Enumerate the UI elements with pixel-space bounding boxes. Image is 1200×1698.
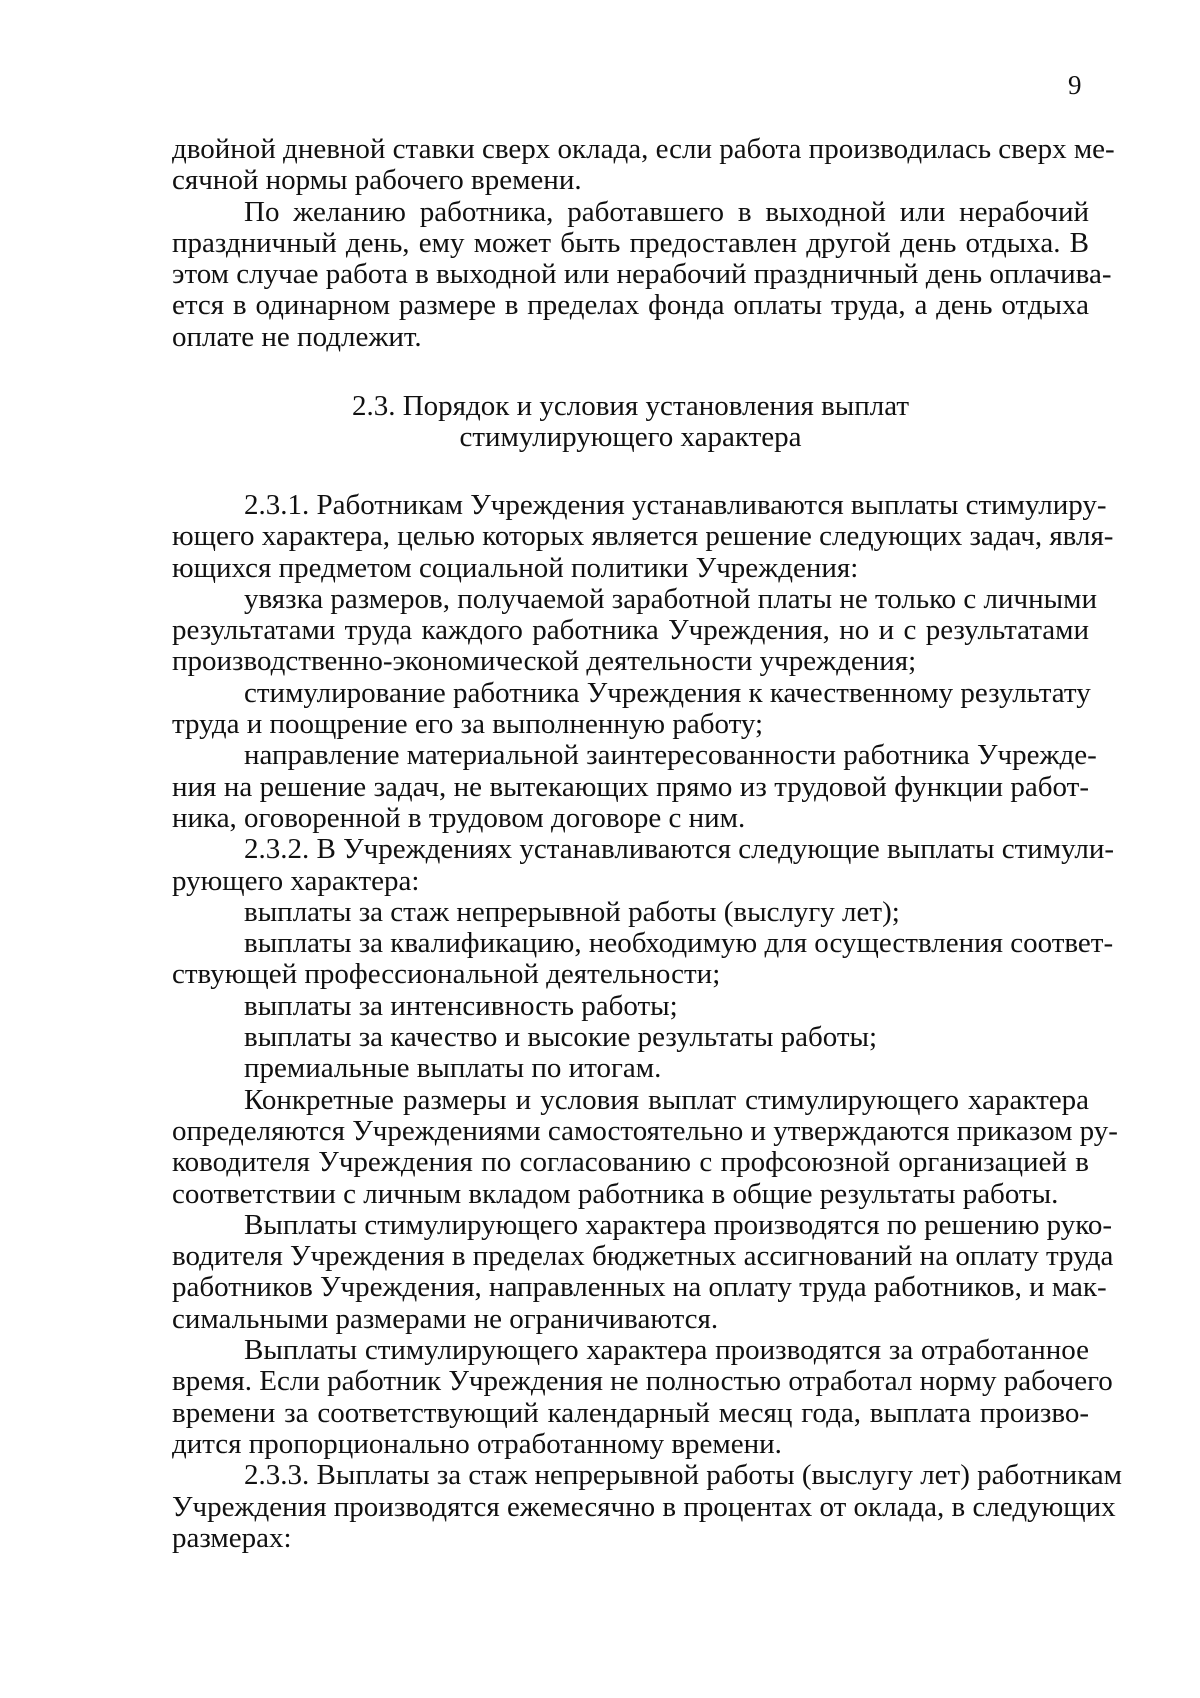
text-line: размерах: <box>172 1521 292 1554</box>
page-number: 9 <box>1068 70 1082 100</box>
text-line: ника, оговоренной в трудовом договоре с ним. <box>172 801 746 834</box>
text-line: рующего характера: <box>172 864 420 897</box>
intro-paragraphs <box>172 133 1115 353</box>
text-line: соответствии с личным вкладом работника в общие результаты работы. <box>172 1177 1059 1210</box>
text-line: праздничный день, ему может быть предоставлен другой день отдыха. В <box>172 226 1089 259</box>
section-heading-line: 2.3. Порядок и условия установления выплат <box>351 390 910 422</box>
text-line: Выплаты стимулирующего характера производятся за отработанное <box>244 1334 1089 1367</box>
section-heading <box>172 391 1089 454</box>
text-line: оплате не подлежит. <box>172 320 422 353</box>
text-line: Учреждения производятся ежемесячно в процентах от оклада, в следующих <box>172 1490 1116 1523</box>
section-heading-line: стимулирующего характера <box>459 421 802 454</box>
text-line: этом случае работа в выходной или нерабочий праздничный день оплачива- <box>172 258 1112 291</box>
text-line: премиальные выплаты по итогам. <box>244 1052 662 1085</box>
text-line: результатами труда каждого работника Учреждения, но и с результатами <box>172 614 1089 647</box>
text-line: выплаты за стаж непрерывной работы (выслугу лет); <box>244 895 900 928</box>
text-line: выплаты за квалификацию, необходимую для осуществления соответ- <box>244 927 1114 960</box>
text-line: увязка размеров, получаемой заработной платы не только с личными <box>244 582 1098 615</box>
text-line: ется в одинарном размере в пределах фонда оплаты труда, а день отдыха <box>172 289 1089 322</box>
text-line: выплаты за качество и высокие результаты работы; <box>244 1021 878 1054</box>
text-line: направление материальной заинтересованности работника Учрежде- <box>244 739 1097 772</box>
text-line: выплаты за интенсивность работы; <box>244 989 678 1022</box>
text-line: ющего характера, целью которых является решение следующих задач, явля- <box>172 520 1114 553</box>
text-line: симальными размерами не ограничиваются. <box>172 1302 719 1335</box>
text-line: работников Учреждения, направленных на оплату труда работников, и мак- <box>172 1271 1107 1304</box>
text-line: ющихся предметом социальной политики Учреждения: <box>172 551 859 584</box>
section-body <box>172 489 1122 1554</box>
text-line: производственно-экономической деятельности учреждения; <box>172 645 917 678</box>
text-line: Конкретные размеры и условия выплат стимулирующего характера <box>244 1083 1089 1116</box>
text-line: Выплаты стимулирующего характера производятся по решению руко- <box>244 1208 1113 1241</box>
text-line: ководителя Учреждения по согласованию с профсоюзной организацией в <box>172 1146 1089 1179</box>
text-line: 2.3.3. Выплаты за стаж непрерывной работы (выслугу лет) работникам <box>244 1459 1122 1492</box>
text-line: определяются Учреждениями самостоятельно и утверждаются приказом ру- <box>172 1114 1118 1147</box>
text-line: ния на решение задач, не вытекающих прямо из трудовой функции работ- <box>172 770 1089 803</box>
text-line: дится пропорционально отработанному времени. <box>172 1427 782 1460</box>
text-line: ствующей профессиональной деятельности; <box>172 958 721 991</box>
text-line: 2.3.2. В Учреждениях устанавливаются следующие выплаты стимули- <box>244 833 1114 866</box>
text-line: водителя Учреждения в пределах бюджетных ассигнований на оплату труда <box>172 1240 1114 1273</box>
text-line: время. Если работник Учреждения не полностью отработал норму рабочего <box>172 1365 1113 1398</box>
text-line: По желанию работника, работавшего в выходной или нерабочий <box>244 195 1089 228</box>
text-line: труда и поощрение его за выполненную работу; <box>172 708 764 741</box>
text-line: 2.3.1. Работникам Учреждения устанавливаются выплаты стимулиру- <box>244 489 1107 521</box>
text-line: времени за соответствующий календарный месяц года, выплата произво- <box>172 1396 1089 1429</box>
text-line: стимулирование работника Учреждения к качественному результату <box>244 676 1091 709</box>
text-line: двойной дневной ставки сверх оклада, если работа производилась сверх ме- <box>172 133 1115 165</box>
text-line: сячной нормы рабочего времени. <box>172 164 582 197</box>
